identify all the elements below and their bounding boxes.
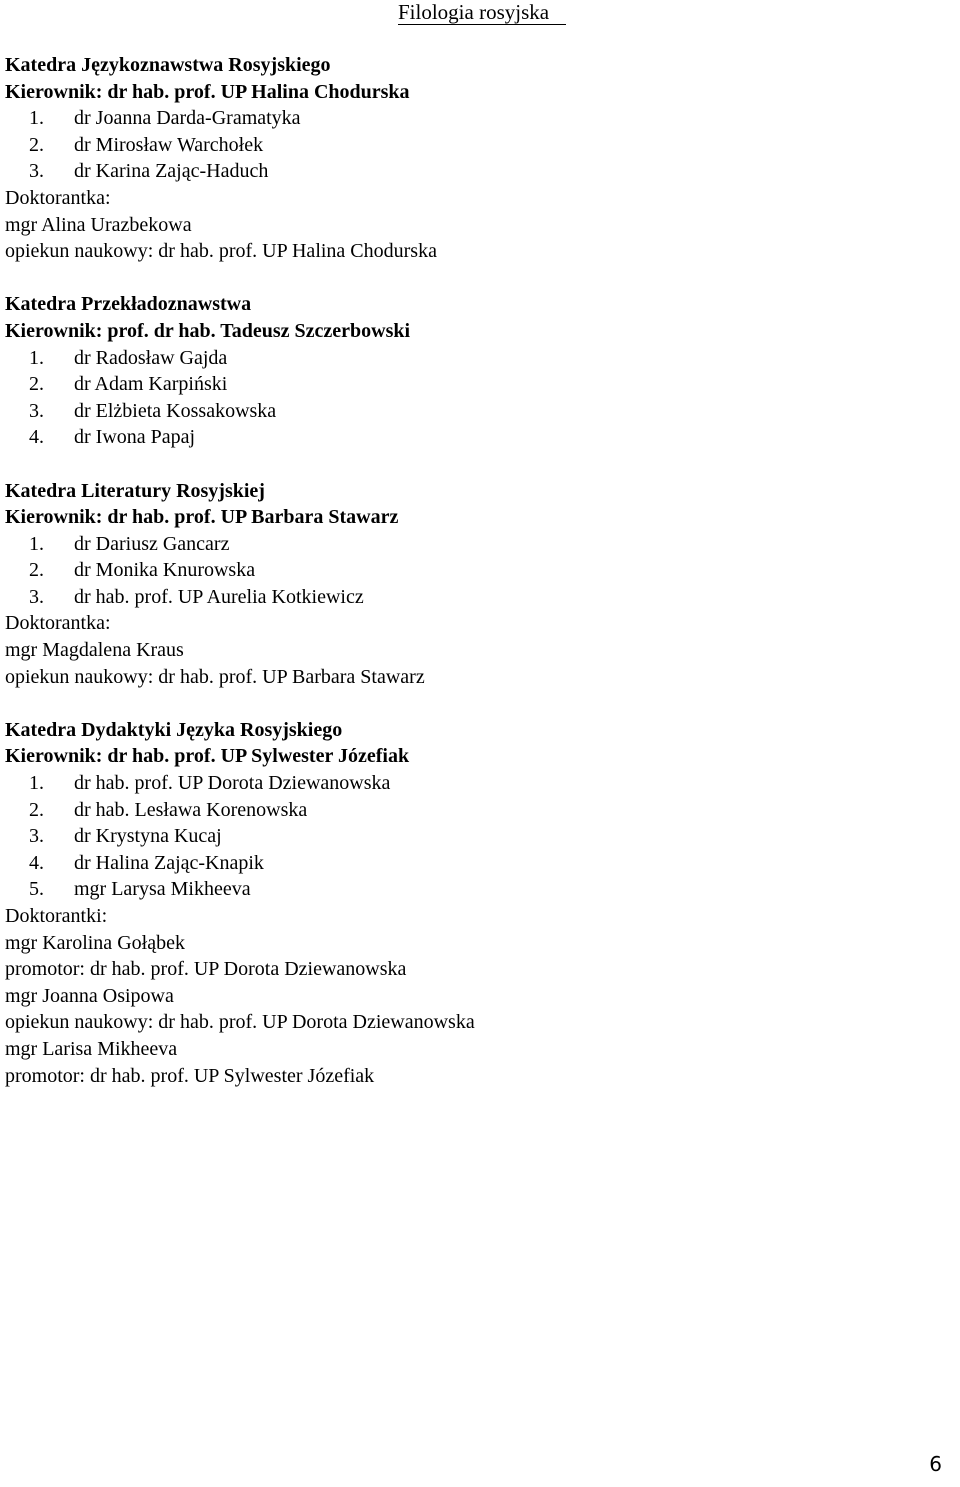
member-name: dr Monika Knurowska bbox=[74, 559, 256, 582]
member-item: 3. dr hab. prof. UP Aurelia Kotkiewicz bbox=[29, 585, 364, 608]
member-name: dr Adam Karpiński bbox=[74, 373, 228, 396]
extra-line: opiekun naukowy: dr hab. prof. UP Barbara Stawarz bbox=[5, 665, 425, 688]
section-head: Kierownik: dr hab. prof. UP Halina Chodurska bbox=[5, 80, 410, 103]
member-name: dr hab. Lesława Korenowska bbox=[74, 798, 308, 821]
member-item: 2. dr Mirosław Warchołek bbox=[29, 133, 264, 156]
member-item: 2. dr Adam Karpiński bbox=[29, 373, 228, 396]
member-name: dr hab. prof. UP Dorota Dziewanowska bbox=[74, 772, 391, 795]
section-title: Katedra Przekładoznawstwa bbox=[5, 293, 252, 316]
extra-line: Doktorantka: bbox=[5, 186, 111, 209]
extra-line: promotor: dr hab. prof. UP Dorota Dziewanowska bbox=[5, 958, 407, 981]
member-name: mgr Larysa Mikheeva bbox=[74, 878, 251, 901]
document-body bbox=[5, 52, 945, 1089]
extra-line: Doktorantki: bbox=[5, 905, 108, 927]
spacer bbox=[5, 265, 945, 292]
extra-line: mgr Magdalena Kraus bbox=[5, 639, 184, 662]
extra-line: mgr Karolina Gołąbek bbox=[5, 931, 185, 954]
member-name: dr Iwona Papaj bbox=[74, 426, 196, 449]
member-item: 1. dr Dariusz Gancarz bbox=[29, 532, 230, 555]
member-item: 2. dr Monika Knurowska bbox=[29, 559, 256, 582]
member-name: dr Karina Zając-Haduch bbox=[74, 160, 269, 183]
section-title: Katedra Językoznawstwa Rosyjskiego bbox=[5, 54, 331, 76]
member-name: dr Mirosław Warchołek bbox=[74, 133, 264, 156]
member-item: 3. dr Elżbieta Kossakowska bbox=[29, 399, 277, 422]
section-head: Kierownik: dr hab. prof. UP Barbara Stawarz bbox=[5, 506, 399, 529]
member-item: 3. dr Karina Zając-Haduch bbox=[29, 160, 269, 183]
member-item: 4. dr Iwona Papaj bbox=[29, 426, 196, 449]
member-name: dr hab. prof. UP Aurelia Kotkiewicz bbox=[74, 585, 364, 608]
member-item: 1. dr Radosław Gajda bbox=[29, 346, 228, 369]
section-head: Kierownik: prof. dr hab. Tadeusz Szczerbowski bbox=[5, 319, 411, 342]
extra-line: mgr Alina Urazbekowa bbox=[5, 213, 192, 236]
member-name: dr Krystyna Kucaj bbox=[74, 825, 222, 848]
member-name: dr Joanna Darda-Gramatyka bbox=[74, 107, 301, 130]
extra-line: mgr Larisa Mikheeva bbox=[5, 1037, 178, 1060]
extra-line: opiekun naukowy: dr hab. prof. UP Dorota Dziewanowska bbox=[5, 1011, 475, 1034]
extra-line: mgr Joanna Osipowa bbox=[5, 984, 174, 1007]
member-item: 2. dr hab. Lesława Korenowska bbox=[29, 798, 308, 821]
extra-line: Doktorantka: bbox=[5, 612, 111, 635]
member-name: dr Halina Zając-Knapik bbox=[74, 851, 264, 874]
header-underline bbox=[398, 24, 566, 25]
extra-line: promotor: dr hab. prof. UP Sylwester Józefiak bbox=[5, 1064, 375, 1087]
extra-line: opiekun naukowy: dr hab. prof. UP Halina Chodurska bbox=[5, 240, 437, 263]
spacer bbox=[5, 690, 945, 717]
member-name: dr Dariusz Gancarz bbox=[74, 532, 230, 555]
member-item: 1. dr hab. prof. UP Dorota Dziewanowska bbox=[29, 772, 391, 795]
member-item: 1. dr Joanna Darda-Gramatyka bbox=[29, 107, 301, 130]
member-name: dr Radosław Gajda bbox=[74, 346, 228, 369]
member-item: 5. mgr Larysa Mikheeva bbox=[29, 878, 251, 901]
section-title: Katedra Dydaktyki Języka Rosyjskiego bbox=[5, 718, 343, 741]
member-name: dr Elżbieta Kossakowska bbox=[74, 399, 277, 422]
section-title: Katedra Literatury Rosyjskiej bbox=[5, 479, 265, 502]
member-item: 4. dr Halina Zając-Knapik bbox=[29, 851, 264, 874]
page-number: 6 bbox=[929, 1452, 942, 1476]
running-header: Filologia rosyjska bbox=[398, 0, 550, 24]
spacer bbox=[5, 451, 945, 478]
member-item: 3. dr Krystyna Kucaj bbox=[29, 825, 222, 848]
section-head: Kierownik: dr hab. prof. UP Sylwester Józefiak bbox=[5, 745, 410, 768]
